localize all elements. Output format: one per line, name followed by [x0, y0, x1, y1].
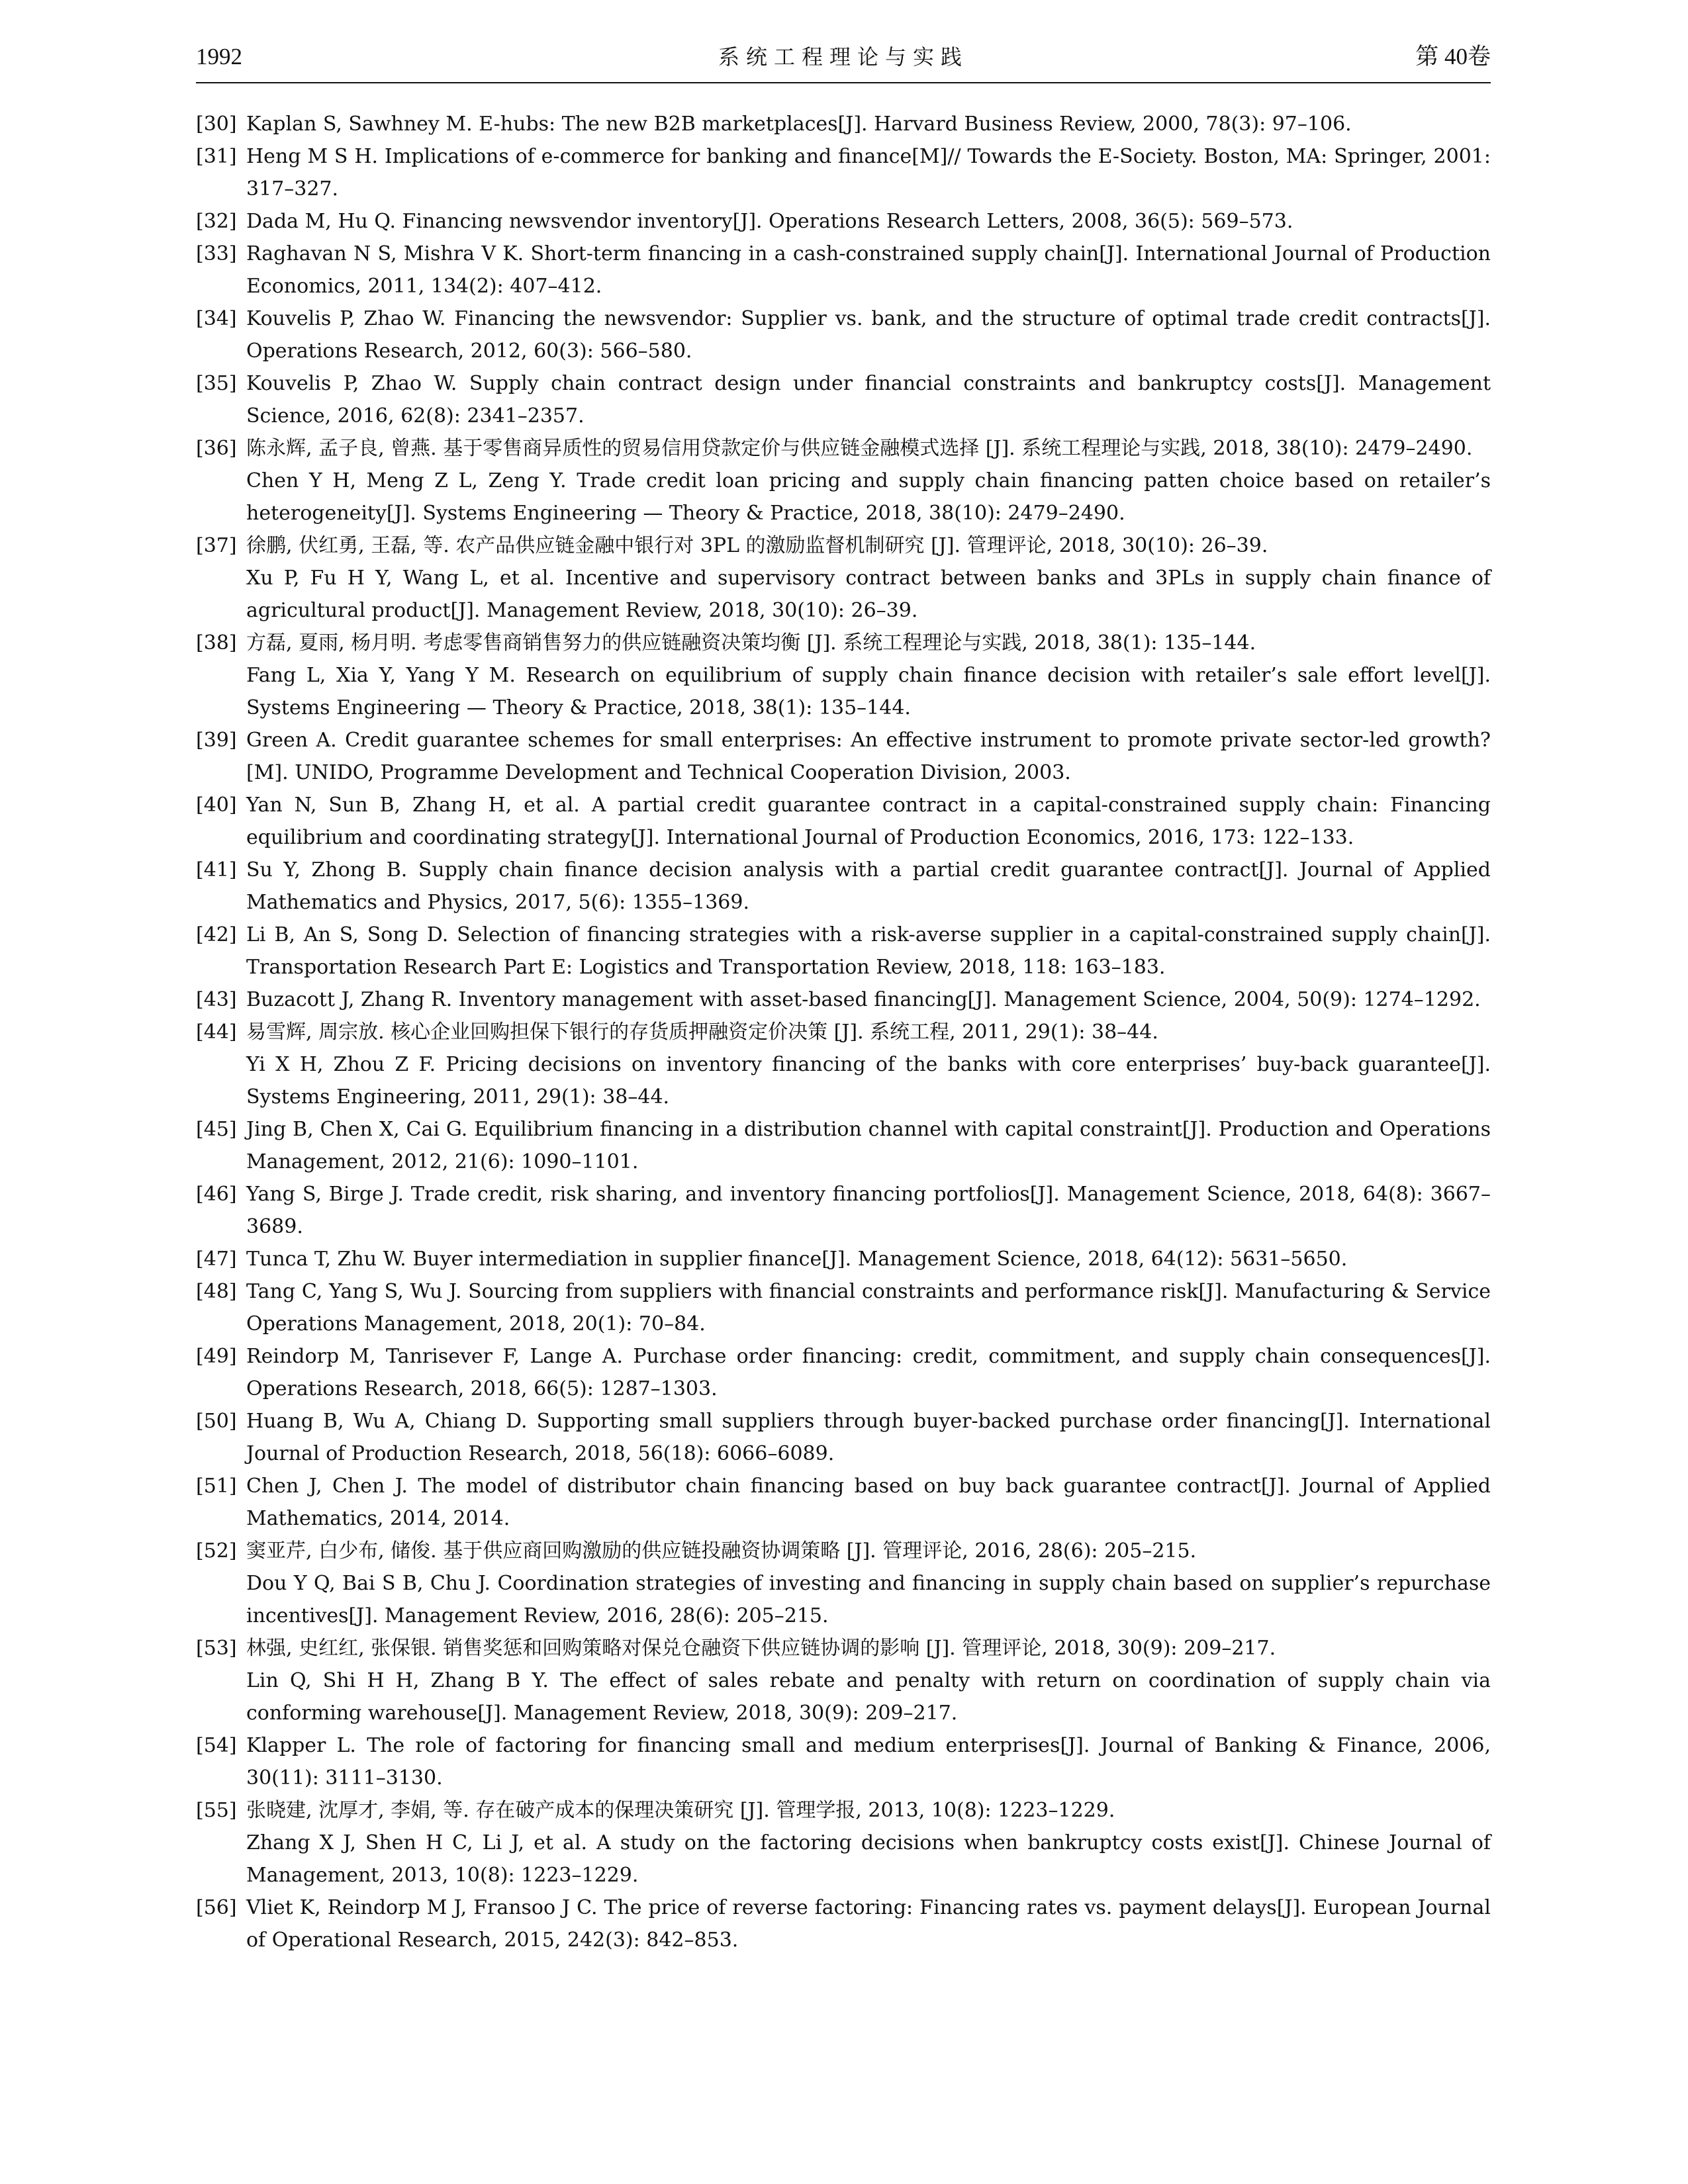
reference-number: [42]: [196, 923, 237, 946]
reference-text: Raghavan N S, Mishra V K. Short-term financing in a cash-constrained supply chain[J]. International Journal of Production Economics, 2011, 134(2): 407–412.: [246, 242, 1491, 298]
reference-text: Heng M S H. Implications of e-commerce for banking and finance[M]// Towards the E-Society. Boston, MA: Springer, 2001: 317–327.: [246, 145, 1491, 201]
reference-item: [196, 1016, 1491, 1113]
reference-translation: Fang L, Xia Y, Yang Y M. Research on equilibrium of supply chain finance decision with retailer’s sale effort level[J]. Systems Engineering — Theory & Practice, 2018, 38(1): 135–144.: [246, 664, 1491, 719]
reference-text: 徐鹏, 伏红勇, 王磊, 等. 农产品供应链金融中银行对 3PL 的激励监督机制研究 [J]. 管理评论, 2018, 30(10): 26–39.: [246, 534, 1268, 557]
reference-number: [52]: [196, 1539, 237, 1563]
reference-number: [46]: [196, 1183, 237, 1206]
reference-number: [33]: [196, 242, 237, 265]
reference-list: [196, 108, 1491, 1956]
reference-text: 陈永辉, 孟子良, 曾燕. 基于零售商异质性的贸易信用贷款定价与供应链金融模式选择 [J]. 系统工程理论与实践, 2018, 38(10): 2479–2490.: [246, 437, 1473, 460]
reference-item: [196, 205, 1491, 238]
reference-item: [196, 1729, 1491, 1794]
reference-item: [196, 919, 1491, 983]
journal-title: 系统工程理论与实践: [718, 44, 968, 69]
reference-item: [196, 1275, 1491, 1340]
reference-item: [196, 367, 1491, 432]
reference-text: Tang C, Yang S, Wu J. Sourcing from suppliers with financial constraints and performance risk[J]. Manufacturing & Service Operations Management, 2018, 20(1): 70–84.: [246, 1280, 1491, 1336]
reference-item: [196, 1340, 1491, 1405]
reference-number: [53]: [196, 1637, 237, 1660]
reference-item: [196, 1113, 1491, 1178]
reference-text: Klapper L. The role of factoring for financing small and medium enterprises[J]. Journal of Banking & Finance, 2006, 30(11): 3111–3130.: [246, 1734, 1491, 1790]
reference-number: [38]: [196, 631, 237, 655]
reference-number: [35]: [196, 372, 237, 395]
reference-number: [48]: [196, 1280, 237, 1303]
reference-item: [196, 108, 1491, 140]
reference-number: [50]: [196, 1410, 237, 1433]
reference-number: [47]: [196, 1248, 237, 1271]
reference-translation: Zhang X J, Shen H C, Li J, et al. A study on the factoring decisions when bankruptcy costs exist[J]. Chinese Journal of Management, 2013, 10(8): 1223–1229.: [246, 1831, 1491, 1887]
reference-item: [196, 1632, 1491, 1729]
reference-item: [196, 983, 1491, 1016]
reference-number: [32]: [196, 210, 237, 233]
reference-text: Huang B, Wu A, Chiang D. Supporting small suppliers through buyer-backed purchase order financing[J]. International Journal of Production Research, 2018, 56(18): 6066–6089.: [246, 1410, 1491, 1465]
reference-item: [196, 140, 1491, 205]
reference-item: [196, 302, 1491, 367]
reference-translation: Chen Y H, Meng Z L, Zeng Y. Trade credit loan pricing and supply chain financing patten choice based on retailer’s heterogeneity[J]. Systems Engineering — Theory & Practice, 2018, 38(10): 2479–2490.: [246, 469, 1491, 525]
reference-number: [55]: [196, 1799, 237, 1822]
reference-text: Jing B, Chen X, Cai G. Equilibrium financing in a distribution channel with capital constraint[J]. Production and Operations Management, 2012, 21(6): 1090–1101.: [246, 1118, 1491, 1173]
reference-item: [196, 1535, 1491, 1632]
reference-number: [49]: [196, 1345, 237, 1368]
reference-text: Kaplan S, Sawhney M. E-hubs: The new B2B marketplaces[J]. Harvard Business Review, 2000, 78(3): 97–106.: [246, 113, 1352, 136]
reference-item: [196, 627, 1491, 724]
reference-item: [196, 1891, 1491, 1956]
header-rule: [196, 82, 1491, 83]
reference-text: Dada M, Hu Q. Financing newsvendor inventory[J]. Operations Research Letters, 2008, 36(5): 569–573.: [246, 210, 1293, 233]
reference-text: Kouvelis P, Zhao W. Financing the newsvendor: Supplier vs. bank, and the structure of optimal trade credit contracts[J]. Operations Research, 2012, 60(3): 566–580.: [246, 307, 1491, 363]
reference-number: [37]: [196, 534, 237, 557]
reference-item: [196, 724, 1491, 789]
reference-number: [44]: [196, 1021, 237, 1044]
reference-translation: Xu P, Fu H Y, Wang L, et al. Incentive and supervisory contract between banks and 3PLs in supply chain finance of agricultural product[J]. Management Review, 2018, 30(10): 26–39.: [246, 567, 1491, 622]
reference-number: [36]: [196, 437, 237, 460]
reference-number: [31]: [196, 145, 237, 168]
reference-text: Yan N, Sun B, Zhang H, et al. A partial credit guarantee contract in a capital-constrained supply chain: Financing equilibrium and coordinating strategy[J]. International Journal of Production Economics, 2016, 173: 122–133.: [246, 794, 1491, 849]
reference-text: 方磊, 夏雨, 杨月明. 考虑零售商销售努力的供应链融资决策均衡 [J]. 系统工程理论与实践, 2018, 38(1): 135–144.: [246, 631, 1256, 655]
page-number: 1992: [196, 44, 242, 69]
page-header: [196, 37, 1491, 77]
reference-text: Green A. Credit guarantee schemes for small enterprises: An effective instrument to promote private sector-led growth?[M]. UNIDO, Programme Development and Technical Cooperation Division, 2003.: [246, 729, 1491, 784]
reference-item: [196, 1470, 1491, 1535]
reference-number: [40]: [196, 794, 237, 817]
reference-text: Su Y, Zhong B. Supply chain finance decision analysis with a partial credit guarantee contract[J]. Journal of Applied Mathematics and Physics, 2017, 5(6): 1355–1369.: [246, 858, 1491, 914]
volume-label: 第 40卷: [1415, 44, 1491, 69]
reference-item: [196, 789, 1491, 854]
reference-number: [56]: [196, 1896, 237, 1919]
reference-text: Kouvelis P, Zhao W. Supply chain contract design under financial constraints and bankruptcy costs[J]. Management Science, 2016, 62(8): 2341–2357.: [246, 372, 1491, 428]
reference-item: [196, 1794, 1491, 1891]
reference-text: Chen J, Chen J. The model of distributor chain financing based on buy back guarantee contract[J]. Journal of Applied Mathematics, 2014, 2014.: [246, 1475, 1491, 1530]
reference-number: [45]: [196, 1118, 237, 1141]
reference-item: [196, 529, 1491, 627]
reference-text: Reindorp M, Tanrisever F, Lange A. Purchase order financing: credit, commitment, and supply chain consequences[J]. Operations Research, 2018, 66(5): 1287–1303.: [246, 1345, 1491, 1400]
reference-text: Li B, An S, Song D. Selection of financing strategies with a risk-averse supplier in a capital-constrained supply chain[J]. Transportation Research Part E: Logistics and Transportation Review, 2018, 118: 163–183.: [246, 923, 1491, 979]
reference-text: 张晓建, 沈厚才, 李娟, 等. 存在破产成本的保理决策研究 [J]. 管理学报, 2013, 10(8): 1223–1229.: [246, 1799, 1115, 1822]
reference-item: [196, 1405, 1491, 1470]
reference-number: [34]: [196, 307, 237, 330]
reference-translation: Dou Y Q, Bai S B, Chu J. Coordination strategies of investing and financing in supply chain based on supplier’s repurchase incentives[J]. Management Review, 2016, 28(6): 205–215.: [246, 1572, 1491, 1627]
reference-translation: Lin Q, Shi H H, Zhang B Y. The effect of sales rebate and penalty with return on coordination of supply chain via conforming warehouse[J]. Management Review, 2018, 30(9): 209–217.: [246, 1669, 1491, 1725]
reference-item: [196, 238, 1491, 302]
reference-item: [196, 1178, 1491, 1243]
reference-item: [196, 854, 1491, 919]
reference-text: Tunca T, Zhu W. Buyer intermediation in supplier finance[J]. Management Science, 2018, 64(12): 5631–5650.: [246, 1248, 1348, 1271]
reference-number: [51]: [196, 1475, 237, 1498]
reference-item: [196, 432, 1491, 529]
reference-translation: Yi X H, Zhou Z F. Pricing decisions on inventory financing of the banks with core enterprises’ buy-back guarantee[J]. Systems Engineering, 2011, 29(1): 38–44.: [246, 1053, 1491, 1109]
reference-number: [30]: [196, 113, 237, 136]
reference-text: Vliet K, Reindorp M J, Fransoo J C. The price of reverse factoring: Financing rates vs. payment delays[J]. European Journal of Operational Research, 2015, 242(3): 842–853.: [246, 1896, 1491, 1952]
reference-text: 窦亚芹, 白少布, 储俊. 基于供应商回购激励的供应链投融资协调策略 [J]. 管理评论, 2016, 28(6): 205–215.: [246, 1539, 1197, 1563]
reference-text: Yang S, Birge J. Trade credit, risk sharing, and inventory financing portfolios[J]. Management Science, 2018, 64(8): 3667–3689.: [246, 1183, 1491, 1238]
reference-number: [43]: [196, 988, 237, 1011]
reference-text: 易雪辉, 周宗放. 核心企业回购担保下银行的存货质押融资定价决策 [J]. 系统工程, 2011, 29(1): 38–44.: [246, 1021, 1158, 1044]
reference-item: [196, 1243, 1491, 1275]
reference-number: [41]: [196, 858, 237, 882]
reference-number: [54]: [196, 1734, 237, 1757]
reference-text: 林强, 史红红, 张保银. 销售奖惩和回购策略对保兑仓融资下供应链协调的影响 [J]. 管理评论, 2018, 30(9): 209–217.: [246, 1637, 1276, 1660]
reference-number: [39]: [196, 729, 237, 752]
reference-text: Buzacott J, Zhang R. Inventory management with asset-based financing[J]. Management Science, 2004, 50(9): 1274–1292.: [246, 988, 1481, 1011]
